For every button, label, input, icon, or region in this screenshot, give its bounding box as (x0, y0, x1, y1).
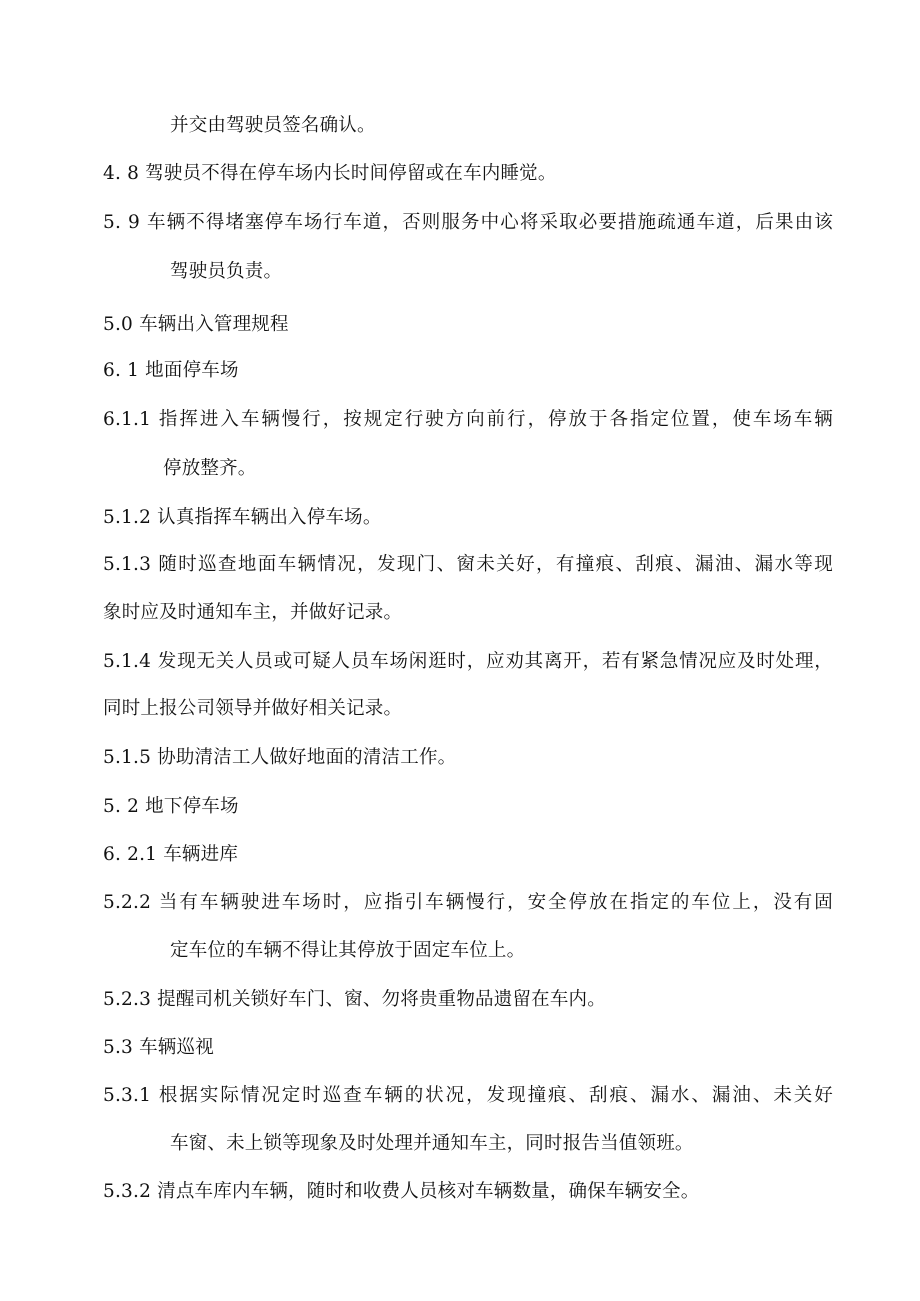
text-line-2: 4. 8 驾驶员不得在停车场内长时间停留或在车内睡觉。 (103, 163, 557, 184)
text-line-8: 停放整齐。 (163, 458, 257, 479)
text-line-10: 5.1.3 随时巡查地面车辆情况，发现门、窗未关好，有撞痕、刮痕、漏油、漏水等现 (103, 554, 833, 575)
text-line-15: 5. 2 地下停车场 (103, 796, 239, 817)
text-line-20: 5.3 车辆巡视 (103, 1037, 214, 1058)
text-line-1: 并交由驾驶员签名确认。 (170, 115, 376, 136)
text-line-19: 5.2.3 提醒司机关锁好车门、窗、勿将贵重物品遗留在车内。 (103, 989, 606, 1010)
text-line-18: 定车位的车辆不得让其停放于固定车位上。 (170, 940, 526, 961)
text-line-5: 5.0 车辆出入管理规程 (103, 314, 289, 335)
text-line-3: 5. 9 车辆不得堵塞停车场行车道，否则服务中心将采取必要措施疏通车道，后果由该 (103, 212, 833, 233)
text-line-22: 车窗、未上锁等现象及时处理并通知车主，同时报告当值领班。 (170, 1133, 694, 1154)
text-line-11: 象时应及时通知车主，并做好记录。 (103, 602, 403, 623)
text-line-13: 同时上报公司领导并做好相关记录。 (103, 698, 403, 719)
text-line-14: 5.1.5 协助清洁工人做好地面的清洁工作。 (103, 747, 457, 768)
text-line-7: 6.1.1 指挥进入车辆慢行，按规定行驶方向前行，停放于各指定位置，使车场车辆 (103, 409, 833, 430)
text-line-6: 6. 1 地面停车场 (103, 360, 239, 381)
text-line-16: 6. 2.1 车辆进库 (103, 844, 239, 865)
text-line-12: 5.1.4 发现无关人员或可疑人员车场闲逛时，应劝其离开，若有紧急情况应及时处理， (103, 651, 833, 672)
text-line-23: 5.3.2 清点车库内车辆，随时和收费人员核对车辆数量，确保车辆安全。 (103, 1181, 700, 1202)
text-line-21: 5.3.1 根据实际情况定时巡查车辆的状况，发现撞痕、刮痕、漏水、漏油、未关好 (103, 1085, 833, 1106)
text-line-4: 驾驶员负责。 (170, 261, 283, 282)
text-line-9: 5.1.2 认真指挥车辆出入停车场。 (103, 507, 382, 528)
text-line-17: 5.2.2 当有车辆驶进车场时，应指引车辆慢行，安全停放在指定的车位上，没有固 (103, 892, 833, 913)
